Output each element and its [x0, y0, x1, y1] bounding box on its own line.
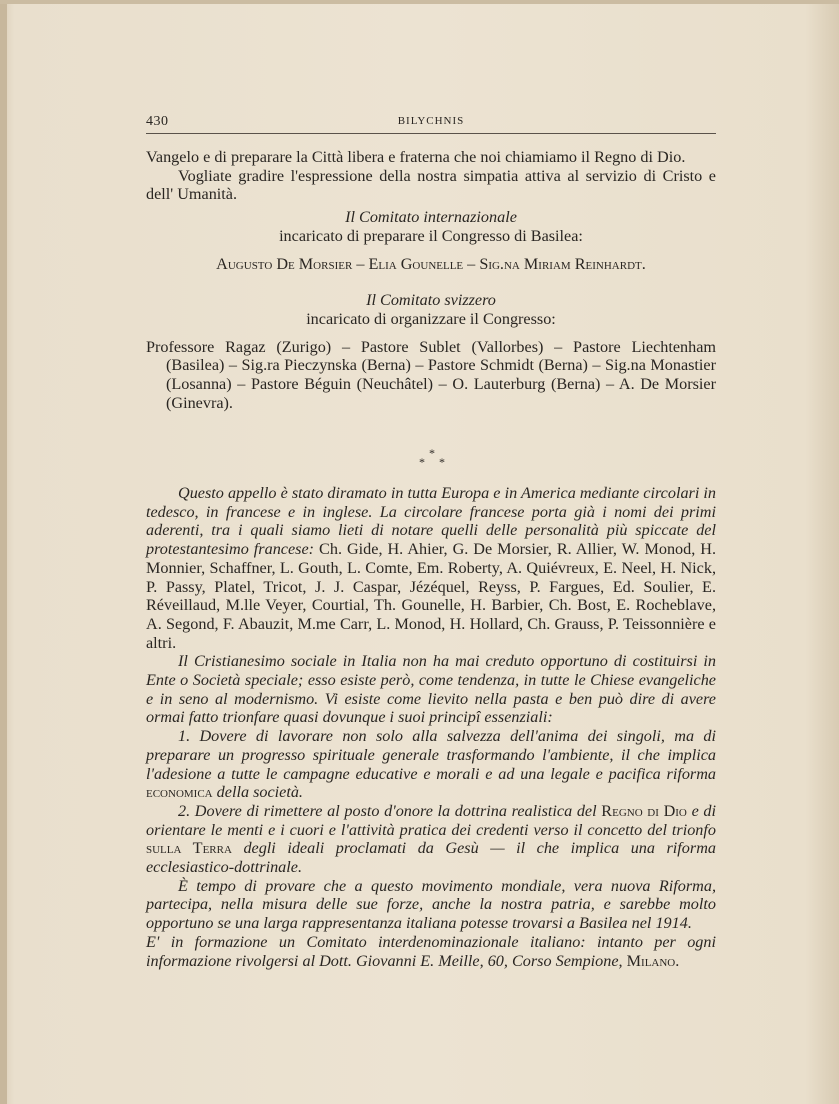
- note-p6-city: Milano.: [626, 951, 680, 970]
- committee-sw-title: Il Comitato svizzero: [366, 291, 496, 310]
- note-paragraph-1: [146, 484, 716, 652]
- note-p4-text: 2. Dovere di rimettere al posto d'onore la dottrina realistica del: [178, 801, 597, 820]
- running-head-title: BILYCHNIS: [397, 115, 465, 127]
- note-paragraph-2: Il Cristianesimo sociale in Italia non ha mai creduto opportuno di costituirsi in Ente o Società speciale; esso esiste però, come tendenza, in tutte le Chiese evangeliche e in seno al modernismo. Vi esiste come lievito nella pasta e ben può dire di avere ormai fatto trionfare quasi dovunque i suoi principî essenziali:: [146, 652, 716, 727]
- note-p4-emph-1: Regno di Dio: [601, 801, 687, 820]
- page-edge-top: [0, 0, 839, 4]
- section-separator: * * *: [419, 446, 445, 469]
- note-paragraph-4: [146, 802, 716, 877]
- note-p1-names: Ch. Gide, H. Ahier, G. De Morsier, R. Allier, W. Monod, H. Monnier, Schaffner, L. Gouth, L. Comte, Em. Roberty, A. Quiévreux, E. Neel, H. Nick, P. Passy, Platel, Tricot, J. J. Caspar, Jézéquel, Reyss, P. Fargues, Ed. Soulier, E. Réveillaud, M.lle Veyer, Courtial, Th. Gounelle, H. Barbier, Ch. Bost, E. Rocheblave, A. Segond, F. Abauzit, M.me Carr, L. Monod, H. Hollard, Ch. Grauss, P. Teissonnière e altri.: [146, 540, 717, 652]
- letter-closing: [146, 148, 716, 412]
- header-rule: [146, 133, 716, 134]
- committee-sw-subtitle: incaricato di organizzare il Congresso:: [306, 309, 556, 328]
- note-p3-emph: economica: [146, 783, 213, 802]
- note-paragraph-3: [146, 727, 716, 802]
- committee-int-members: Augusto De Morsier – Elia Gounelle – Sig.na Miriam Reinhardt.: [216, 254, 646, 273]
- committee-int-subtitle: incaricato di preparare il Congresso di Basilea:: [279, 226, 583, 245]
- closing-line-2: Vogliate gradire l'espressione della nostra simpatia attiva al servizio di Cristo e dell' Umanità.: [146, 166, 716, 204]
- note-paragraph-5: È tempo di provare che a questo movimento mondiale, vera nuova Riforma, partecipa, nella misura delle sue forze, anche la nostra patria, e sarebbe molto opportuno se una larga rappresentanza italiana potesse trovarsi a Basilea nel 1914.: [146, 876, 716, 933]
- note-p4-mid: e di orientare le menti e i cuori e l'attività pratica dei credenti verso il concetto del trionfo: [146, 801, 717, 839]
- note-p3-end: della società.: [216, 783, 303, 802]
- note-paragraph-6: [146, 933, 716, 970]
- committee-sw-members: Professore Ragaz (Zurigo) – Pastore Sublet (Vallorbes) – Pastore Liechtenham (Basilea) – Sig.ra Pieczynska (Berna) – Pastore Schmidt (Berna) – Sig.na Monastier (Losanna) – Pastore Béguin (Neuchâtel) – O. Lauterburg (Berna) – A. De Morsier (Ginevra).: [146, 337, 716, 412]
- note-p6-text: E' in formazione un Comitato interdenominazionale italiano: intanto per ogni informazione rivolgersi al Dott. Giovanni E. Meille, 60, Corso Sempione,: [146, 932, 716, 970]
- committee-int-title: Il Comitato internazionale: [345, 208, 517, 227]
- note-p1-intro: Questo appello è stato diramato in tutta Europa e in America mediante circolari in tedesco, in francese e in inglese. La circolare francese porta già i nomi dei primi aderenti, tra i quali siamo lieti di notare quelli delle personalità più spiccate del protestantesimo francese:: [146, 484, 716, 559]
- page-number: 430: [146, 114, 169, 129]
- page-edge-left: [0, 0, 7, 1104]
- note-p3-text: 1. Dovere di lavorare non solo alla salvezza dell'anima dei singoli, ma di preparare un progresso spirituale generale trasformando l'ambiente, il che implica l'adesione a tutte le campagne educative e morali e ad una legale e pacifica riforma: [146, 727, 716, 783]
- note-p4-end: degli ideali proclamati da Gesù — il che implica una riforma ecclesiastico-dottrinale.: [146, 839, 716, 877]
- note-p4-emph-2: sulla Terra: [146, 839, 232, 858]
- running-header: [146, 112, 716, 132]
- editorial-note: [146, 484, 716, 970]
- closing-line-1: Vangelo e di preparare la Città libera e fraterna che noi chiamiamo il Regno di Dio.: [146, 148, 686, 166]
